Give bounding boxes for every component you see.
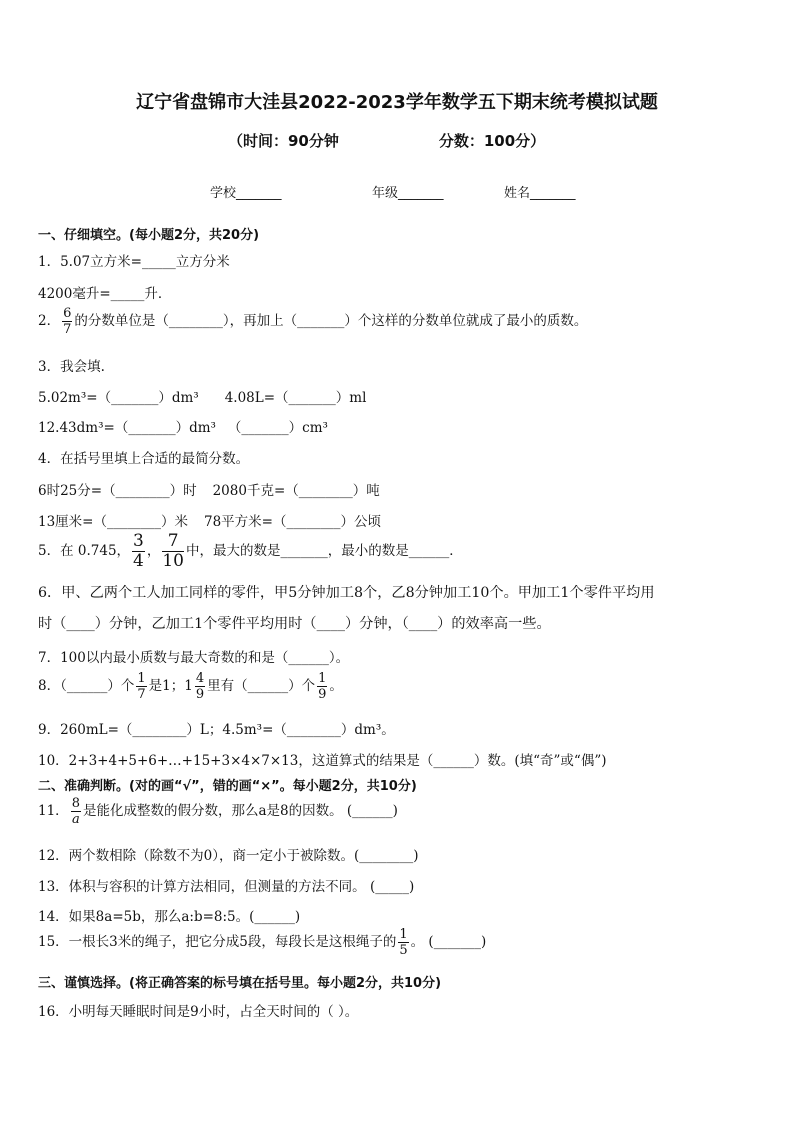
exam-info — [228, 130, 545, 151]
question-7: 7．100以内最小质数与最大奇数的和是（______）。 — [38, 650, 350, 666]
question-3: 3．我会填. — [38, 359, 105, 375]
question-14: 14．如果8a=5b，那么a:b=8:5。(______) — [38, 909, 301, 925]
denominator: 5 — [399, 943, 408, 958]
denominator: 7 — [137, 687, 146, 702]
question-15 — [38, 928, 486, 957]
fraction — [317, 672, 327, 701]
page-title: 辽宁省盘锦市大洼县2022-2023学年数学五下期末统考模拟试题 — [136, 92, 658, 113]
question-4: 4．在括号里填上合适的最简分数。 — [38, 451, 250, 467]
question-16: 16．小明每天睡眠时间是9小时，占全天时间的（ ）。 — [38, 1004, 359, 1020]
denominator: 7 — [63, 322, 72, 337]
question-text: 里有（______）个 — [207, 678, 316, 694]
total-score: 分数：100分） — [438, 132, 546, 150]
fraction — [71, 797, 81, 826]
question-3-row-2 — [38, 416, 328, 436]
blank-item: 6时25分=（________）时 — [38, 483, 197, 499]
section-1-heading: 一、仔细填空。(每小题2分，共20分) — [38, 228, 260, 243]
question-text: 是1；1 — [148, 678, 193, 694]
question-text: 中，最大的数是_______，最小的数是______． — [186, 543, 463, 559]
question-4-row-1 — [38, 479, 380, 499]
time-limit: （时间：90分钟 — [228, 132, 339, 150]
question-3-row-1 — [38, 386, 366, 406]
numerator: 4 — [195, 671, 205, 686]
denominator: 10 — [162, 551, 184, 571]
numerator: 3 — [133, 531, 144, 551]
question-text: 。 (_______) — [410, 934, 487, 950]
numerator: 7 — [162, 533, 184, 552]
question-10: 10．2+3+4+5+6+…+15+3×4×7×13，这道算式的结果是（______）数。(填“奇”或“偶”) — [38, 753, 607, 769]
question-text: 15．一根长3米的绳子，把它分成5段，每段长是这根绳子的 — [38, 934, 397, 950]
denominator: 9 — [318, 687, 327, 702]
question-number: 11． — [38, 803, 69, 819]
question-1a: 1．5.07立方米=_____立方分米 — [38, 254, 230, 270]
blank-item: 12.43dm³=（_______）dm³ — [38, 420, 216, 436]
question-text: 8．（______）个 — [38, 678, 135, 694]
blank-item: （_______）cm³ — [227, 420, 328, 436]
blank-item: 13厘米=（________）米 — [38, 514, 188, 530]
question-11 — [38, 797, 398, 826]
name-field[interactable]: 姓名_______ — [504, 186, 576, 201]
question-12: 12．两个数相除（除数不为0），商一定小于被除数。(________) — [38, 848, 419, 864]
question-9: 9．260mL=（________）L；4.5m³=（________）dm³。 — [38, 722, 395, 738]
fraction — [195, 672, 205, 701]
section-2-heading: 二、准确判断。(对的画“√”，错的画“×”。每小题2分，共10分) — [38, 779, 417, 794]
question-text: 5．在 0.745， — [38, 543, 131, 559]
school-field[interactable]: 学校_______ — [210, 186, 282, 201]
question-6-line-1: 6．甲、乙两个工人加工同样的零件，甲5分钟加工8个，乙8分钟加工10个。甲加工1个零件平均用 — [38, 585, 655, 601]
question-text: 的分数单位是（________），再加上（_______）个这样的分数单位就成了最小的质数。 — [74, 313, 588, 329]
question-1b: 4200毫升=_____升． — [38, 286, 172, 302]
grade-field[interactable]: 年级_______ — [372, 186, 444, 201]
numerator: 1 — [399, 927, 408, 942]
question-13: 13．体积与容积的计算方法相同，但测量的方法不同。 (_____) — [38, 879, 415, 895]
numerator: 8 — [71, 796, 80, 811]
question-text: 是能化成整数的假分数，那么a是8的因数。 (______) — [82, 803, 398, 819]
section-3-heading: 三、谨慎选择。(将正确答案的标号填在括号里。每小题2分，共10分) — [38, 976, 442, 991]
blank-item: 78平方米=（________）公顷 — [204, 514, 381, 530]
blank-item: 2080千克=（________）吨 — [212, 483, 380, 499]
question-8 — [38, 672, 343, 701]
fraction — [136, 672, 146, 701]
numerator: 1 — [137, 671, 146, 686]
numerator: 1 — [318, 671, 327, 686]
blank-item: 4.08L=（_______）ml — [224, 390, 367, 406]
denominator: 4 — [133, 551, 144, 571]
question-2 — [38, 307, 587, 336]
question-6-line-2: 时（____）分钟，乙加工1个零件平均用时（____）分钟，（____）的效率高一些。 — [38, 616, 551, 632]
question-number: 2． — [38, 313, 61, 329]
student-info-fields — [210, 182, 576, 201]
denominator: 9 — [195, 687, 205, 702]
fraction — [132, 533, 145, 570]
blank-item: 5.02m³=（_______）dm³ — [38, 390, 199, 406]
numerator: 6 — [63, 306, 72, 321]
denominator: a — [71, 812, 80, 827]
fraction — [398, 928, 408, 957]
question-text: 。 — [329, 678, 343, 694]
question-4-row-2 — [38, 510, 381, 530]
question-5: 5．在 0.745， $\frac{3}{4}$ ， $\frac{7}{10}$ 中，最大的数是_______，最小的数是______． — [38, 531, 463, 571]
fraction — [62, 307, 72, 336]
fraction — [162, 533, 184, 570]
